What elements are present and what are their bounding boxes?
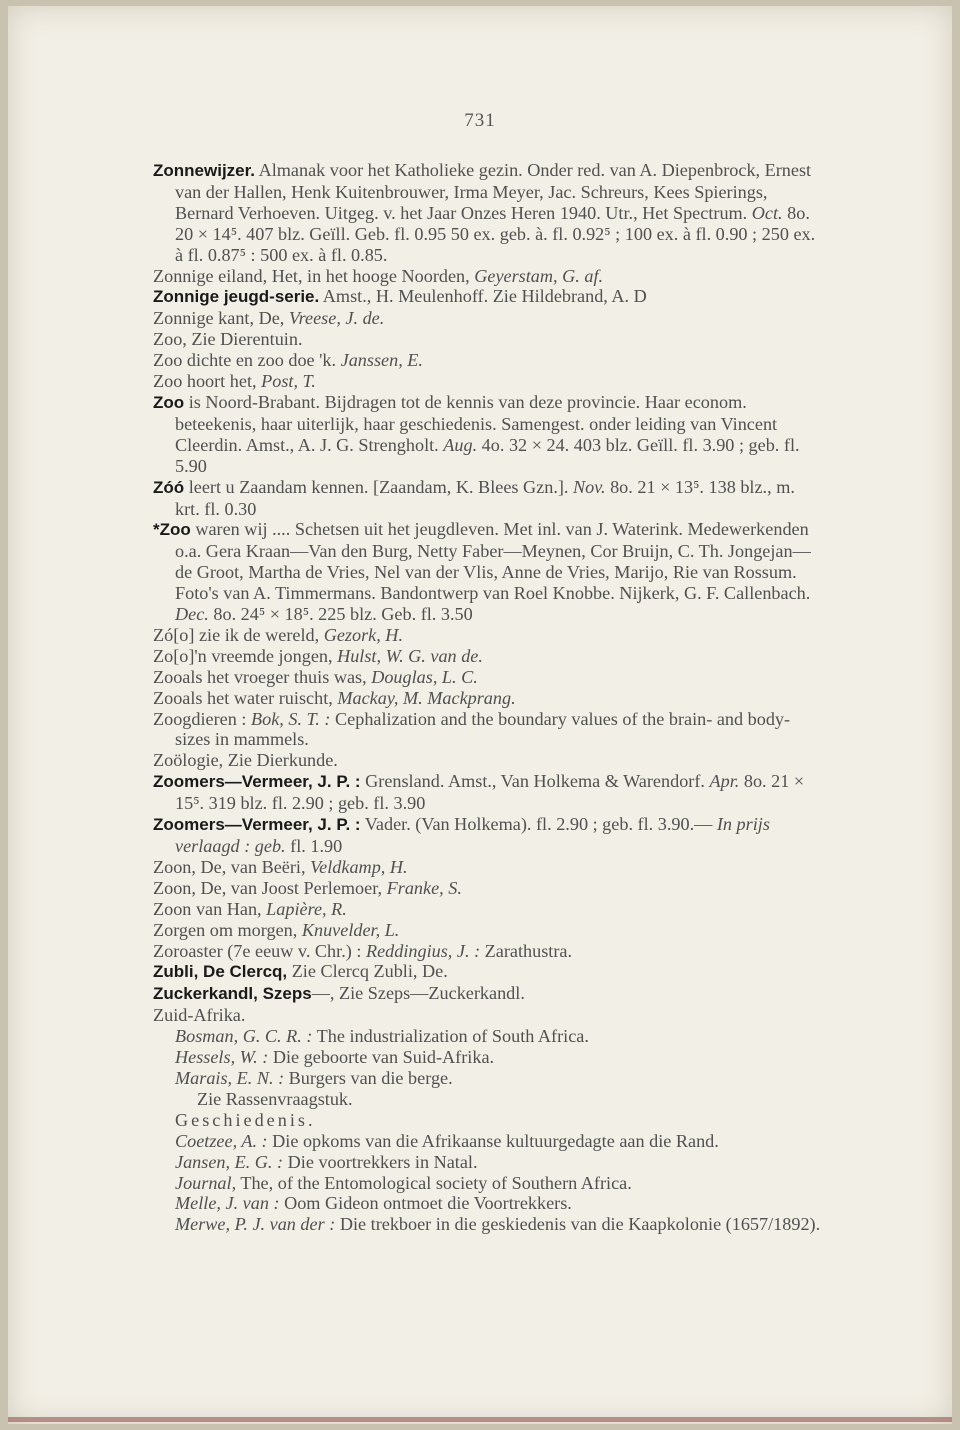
bibliography-entry: Zoo is Noord-Brabant. Bijdragen tot de kennis van deze provincie. Haar econom. beteekenis, haar uiterlijk, haar geschiedenis. Samengest. onder leiding van Vincent Cleerdin. Amst., A. J. G. Strengholt. Aug. 4o. 32 × 24. 403 blz. Geïll. fl. 3.90 ; geb. fl. 5.90 bbox=[153, 391, 800, 476]
bibliography-entry: Zóó leert u Zaandam kennen. [Zaandam, K. Blees Gzn.]. Nov. 8o. 21 × 13⁵. 138 blz., m. krt. fl. 0.30 bbox=[153, 476, 795, 519]
bibliography-entry: Melle, J. van : Oom Gideon ontmoet die Voortrekkers. bbox=[175, 1193, 572, 1214]
bibliography-entry: Zonnige eiland, Het, in het hooge Noorden, Geyerstam, G. af. bbox=[153, 265, 604, 286]
bibliography-entry: Zoo, Zie Dierentuin. bbox=[153, 329, 303, 350]
bibliography-entry: Jansen, E. G. : Die voortrekkers in Natal. bbox=[175, 1151, 478, 1172]
bibliography-entry: Zoölogie, Zie Dierkunde. bbox=[153, 750, 338, 771]
bibliography-entry: Zoo hoort het, Post, T. bbox=[153, 371, 316, 392]
bibliography-entry: Coetzee, A. : Die opkoms van die Afrikaanse kultuurgedagte aan die Rand. bbox=[175, 1130, 719, 1151]
bibliography-entry: Bosman, G. C. R. : The industrialization of South Africa. bbox=[175, 1026, 589, 1047]
bibliography-entry: Zoon van Han, Lapière, R. bbox=[153, 898, 347, 919]
bibliography-entry: Geschiedenis. bbox=[175, 1109, 316, 1130]
bibliography-entry: Journal, The, of the Entomological society of Southern Africa. bbox=[175, 1172, 632, 1193]
bibliography-entry: Marais, E. N. : Burgers van die berge. bbox=[175, 1067, 453, 1088]
bibliography-entry: Zo[o]'n vreemde jongen, Hulst, W. G. van de. bbox=[153, 645, 483, 666]
bibliography-entry: Zonnewijzer. Almanak voor het Katholieke gezin. Onder red. van A. Diepenbrock, Ernest van der Hallen, Henk Kuitenbrouwer, Irma Meyer, Jac. Schreurs, Kees Spierings, Bernard Verhoeven. Uitgeg. v. het Jaar Onzes Heren 1940. Utr., Het Spectrum. Oct. 8o. 20 × 14⁵. 407 blz. Geïll. Geb. fl. 0.95 50 ex. geb. à. fl. 0.92⁵ ; 100 ex. à fl. 0.90 ; 250 ex. à fl. 0.87⁵ : 500 ex. à fl. 0.85. bbox=[153, 160, 816, 265]
page-bottom-edge bbox=[8, 1417, 952, 1422]
bibliography-entry: Zonnige kant, De, Vreese, J. de. bbox=[153, 308, 385, 329]
bibliography-entry: Zoo dichte en zoo doe 'k. Janssen, E. bbox=[153, 350, 423, 371]
bibliography-entry: Zuckerkandl, Szeps—, Zie Szeps—Zuckerkandl. bbox=[153, 983, 525, 1004]
bibliography-entry: Zooals het vroeger thuis was, Douglas, L. C. bbox=[153, 666, 478, 687]
bibliography-entry: Zoon, De, van Joost Perlemoer, Franke, S. bbox=[153, 877, 462, 898]
bibliography-entry: *Zoo waren wij .... Schetsen uit het jeugdleven. Met inl. van J. Waterink. Medewerkenden o.a. Gera Kraan—Van den Burg, Netty Faber—Meynen, Cor Bruijn, C. Th. Jongejan—de Groot, Martha de Vries, Nel van der Vlis, Anne de Vries, Marijo, Rie van Rossum. Foto's van A. Timmermans. Bandontwerp van Roel Knobbe. Nijkerk, G. F. Callenbach. Dec. 8o. 24⁵ × 18⁵. 225 blz. Geb. fl. 3.50 bbox=[153, 519, 811, 625]
bibliography-entry: Hessels, W. : Die geboorte van Suid-Afrika. bbox=[175, 1047, 495, 1068]
bibliography-entry: Zonnige jeugd-serie. Amst., H. Meulenhoff. Zie Hildebrand, A. D bbox=[153, 286, 647, 307]
bibliography-entry: Zuid-Afrika. bbox=[153, 1005, 246, 1026]
bibliography-entry: Merwe, P. J. van der : Die trekboer in die geskiedenis van die Kaapkolonie (1657/1892). bbox=[175, 1214, 821, 1235]
bibliography-entry: Zorgen om morgen, Knuvelder, L. bbox=[153, 919, 400, 940]
bibliography-entry: Zooals het water ruischt, Mackay, M. Mackprang. bbox=[153, 687, 516, 708]
bibliography-entry: Zó[o] zie ik de wereld, Gezork, H. bbox=[153, 624, 403, 645]
bibliography-entry: Zoon, De, van Beëri, Veldkamp, H. bbox=[153, 856, 408, 877]
book-page bbox=[8, 6, 952, 1424]
page-number: 731 bbox=[464, 110, 496, 131]
bibliography-entries bbox=[153, 160, 823, 1235]
bibliography-entry: Zubli, De Clercq, Zie Clercq Zubli, De. bbox=[153, 961, 448, 982]
bibliography-entry: Zoomers—Vermeer, J. P. : Grensland. Amst., Van Holkema & Warendorf. Apr. 8o. 21 × 15⁵. 319 blz. fl. 2.90 ; geb. fl. 3.90 bbox=[153, 771, 805, 814]
bibliography-entry: Zoomers—Vermeer, J. P. : Vader. (Van Holkema). fl. 2.90 ; geb. fl. 3.90.— In prijs verlaagd : geb. fl. 1.90 bbox=[153, 814, 770, 856]
bibliography-entry: Zoroaster (7e eeuw v. Chr.) : Reddingius, J. : Zarathustra. bbox=[153, 940, 573, 961]
bibliography-entry: Zoogdieren : Bok, S. T. : Cephalization and the boundary values of the brain- and body-sizes in mammels. bbox=[153, 708, 791, 750]
bibliography-entry: Zie Rassenvraagstuk. bbox=[197, 1088, 353, 1109]
